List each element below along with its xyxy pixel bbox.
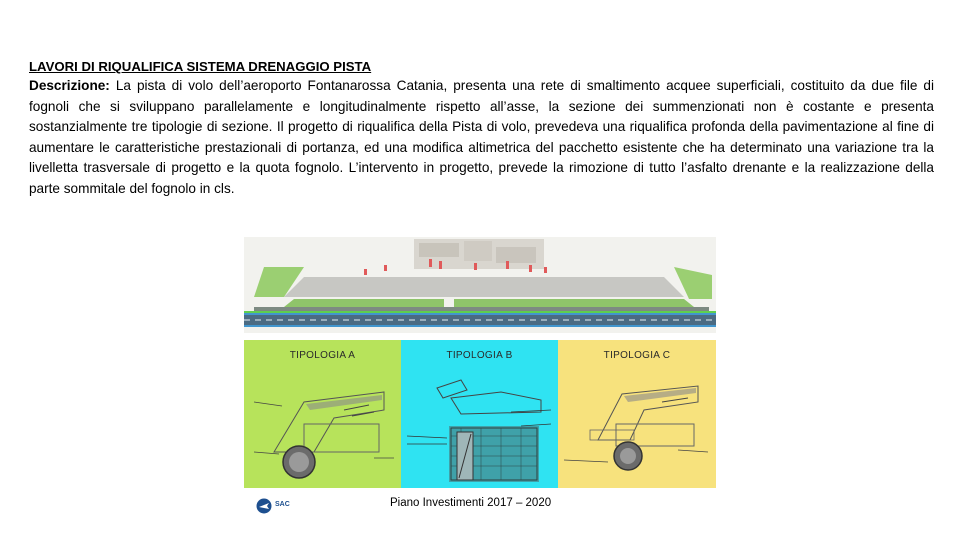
slide-title: LAVORI DI RIQUALIFICA SISTEMA DRENAGGIO PISTA bbox=[29, 59, 372, 74]
description-label: Descrizione: bbox=[29, 78, 110, 93]
section-drawing-b bbox=[401, 340, 558, 488]
footer-text: Piano Investimenti 2017 – 2020 bbox=[390, 497, 552, 509]
description-paragraph bbox=[29, 76, 934, 200]
section-label-c: TIPOLOGIA C bbox=[603, 350, 671, 361]
section-label-a: TIPOLOGIA A bbox=[289, 350, 356, 361]
airplane-icon bbox=[256, 498, 272, 514]
section-drawing-a bbox=[244, 340, 401, 488]
section-panel-tipologia-c bbox=[558, 340, 716, 488]
section-panel-tipologia-a bbox=[244, 340, 401, 488]
section-drawing-c bbox=[558, 340, 716, 488]
airport-plan-image bbox=[244, 237, 716, 333]
description-text: La pista di volo dell’aeroporto Fontanarossa Catania, presenta una rete di smaltimento acquee superficiali, costituito da due file di fognoli che si sviluppano parallelamente e longitudinalmente rispetto all’asse, la sezione dei summenzionati non è costante e presenta sostanzialmente tre tipologie di sezione. Il progetto di riqualifica della Pista di volo, prevedeva una riqualifica profonda della pavimentazione al fine di aumentare le caratteristiche prestazionali di portanza, ed una modifica altimetrica del pacchetto esistente che ha determinato una variazione tra la livelletta trasversale di progetto e la quota fognolo. L’intervento in progetto, prevede la rimozione di tutto l’asfalto drenante e la realizzazione della parte sommitale del fognolo in cls. bbox=[29, 78, 934, 196]
section-label-b: TIPOLOGIA B bbox=[446, 350, 513, 361]
logo-text: SAC bbox=[275, 501, 290, 508]
section-panel-tipologia-b bbox=[401, 340, 558, 488]
sac-logo bbox=[256, 497, 296, 515]
